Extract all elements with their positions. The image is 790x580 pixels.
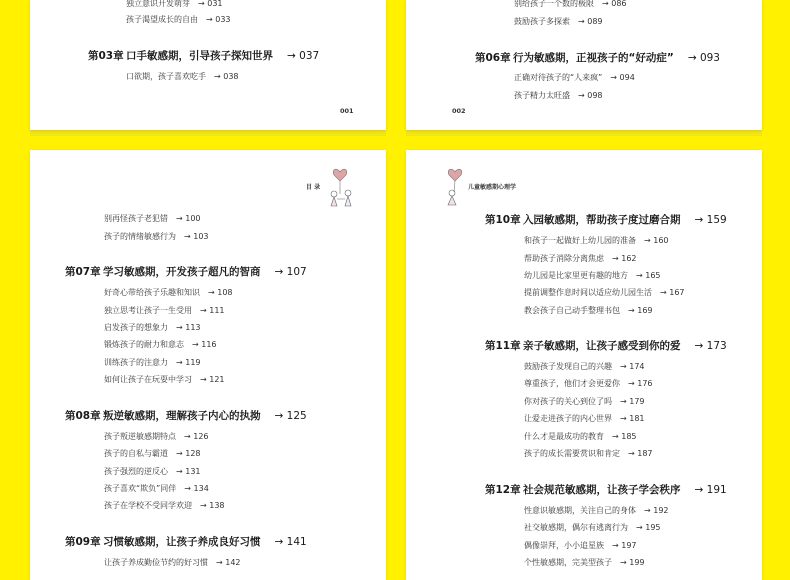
chapter-heading: 第09章 习惯敏感期，让孩子养成良好习惯 → 141 [65, 536, 307, 548]
toc-item: 孩子的自私与霸道 → 128 [104, 449, 201, 458]
chapter-heading: 第10章 入园敏感期，帮助孩子度过磨合期 → 159 [485, 214, 727, 226]
toc-page-left [30, 150, 386, 580]
running-header: 儿童敏感期心理学 [468, 184, 517, 191]
toc-item: 偶像崇拜，小小追星族 → 197 [524, 541, 637, 550]
toc-item: 孩子叛逆敏感期特点 → 126 [104, 432, 209, 441]
chapter-heading: 第07章 学习敏感期，开发孩子超凡的智商 → 107 [65, 266, 307, 278]
chapter-heading: 第06章 行为敏感期，正视孩子的“好动症” → 093 [475, 52, 720, 64]
toc-page-right [406, 150, 762, 580]
toc-item: 孩子在学校不受同学欢迎 → 138 [104, 501, 225, 510]
toc-item: 好奇心带给孩子乐趣和知识 → 108 [104, 288, 233, 297]
chapter-heading: 第03章 口手敏感期，引导孩子探知世界 → 037 [88, 50, 320, 62]
chapter-heading: 第08章 叛逆敏感期，理解孩子内心的执拗 → 125 [65, 410, 307, 422]
toc-item: 社交敏感期，偶尔有逃离行为 → 195 [524, 523, 661, 532]
toc-item: 别再怪孩子老犯错 → 100 [104, 214, 201, 223]
toc-item: 和孩子一起做好上幼儿园的准备 → 160 [524, 236, 669, 245]
toc-item: 别给孩子一个数的极限 → 086 [514, 0, 627, 8]
toc-item: 孩子精力太旺盛 → 098 [514, 91, 603, 100]
toc-item: 让孩子养成勤俭节约的好习惯 → 142 [104, 558, 241, 567]
toc-item: 你对孩子的关心到位了吗 → 179 [524, 397, 645, 406]
toc-item: 孩子喜欢“欺负”同伴 → 134 [104, 484, 209, 493]
girl-balloon-illustration [444, 166, 468, 208]
children-balloon-illustration [326, 166, 360, 210]
toc-item: 孩子的成长需要赏识和肯定 → 187 [524, 449, 653, 458]
toc-item: 教会孩子自己动手整理书包 → 169 [524, 306, 653, 315]
toc-item: 孩子的情绪敏感行为 → 103 [104, 232, 209, 241]
toc-page-002 [406, 0, 762, 130]
toc-item: 帮助孩子消除分离焦虑 → 162 [524, 254, 637, 263]
running-header: 目 录 [306, 184, 321, 191]
page-number: 002 [452, 107, 466, 115]
chapter-heading: 第12章 社会规范敏感期，让孩子学会秩序 → 191 [485, 484, 727, 496]
toc-item: 个性敏感期，完美型孩子 → 199 [524, 558, 645, 567]
toc-item: 鼓励孩子多探索 → 089 [514, 17, 603, 26]
toc-item: 性意识敏感期，关注自己的身体 → 192 [524, 506, 669, 515]
toc-item: 启发孩子的想象力 → 113 [104, 323, 201, 332]
toc-item: 提前调整作息时间以适应幼儿园生活 → 167 [524, 288, 685, 297]
toc-item: 鼓励孩子发现自己的兴趣 → 174 [524, 362, 645, 371]
toc-item: 孩子渴望成长的自由 → 033 [126, 15, 231, 24]
toc-item: 独立思考让孩子一生受用 → 111 [104, 306, 225, 315]
page-number: 001 [340, 107, 354, 115]
toc-item: 如何让孩子在玩耍中学习 → 121 [104, 375, 225, 384]
toc-item: 让爱走进孩子的内心世界 → 181 [524, 414, 645, 423]
chapter-heading: 第11章 亲子敏感期，让孩子感受到你的爱 → 173 [485, 340, 727, 352]
toc-item: 训练孩子的注意力 → 119 [104, 358, 201, 367]
toc-item: 什么才是最成功的教育 → 185 [524, 432, 637, 441]
toc-item: 口欲期，孩子喜欢吃手 → 038 [126, 72, 239, 81]
toc-page-001 [30, 0, 386, 130]
toc-item: 正确对待孩子的“人来疯” → 094 [514, 73, 635, 82]
toc-item: 孩子强烈的逆反心 → 131 [104, 467, 201, 476]
toc-item: 独立意识开发萌芽 → 031 [126, 0, 223, 8]
toc-item: 幼儿园是比家里更有趣的地方 → 165 [524, 271, 661, 280]
toc-item: 锻炼孩子的耐力和意志 → 116 [104, 340, 217, 349]
toc-item: 尊重孩子，他们才会更爱你 → 176 [524, 379, 653, 388]
